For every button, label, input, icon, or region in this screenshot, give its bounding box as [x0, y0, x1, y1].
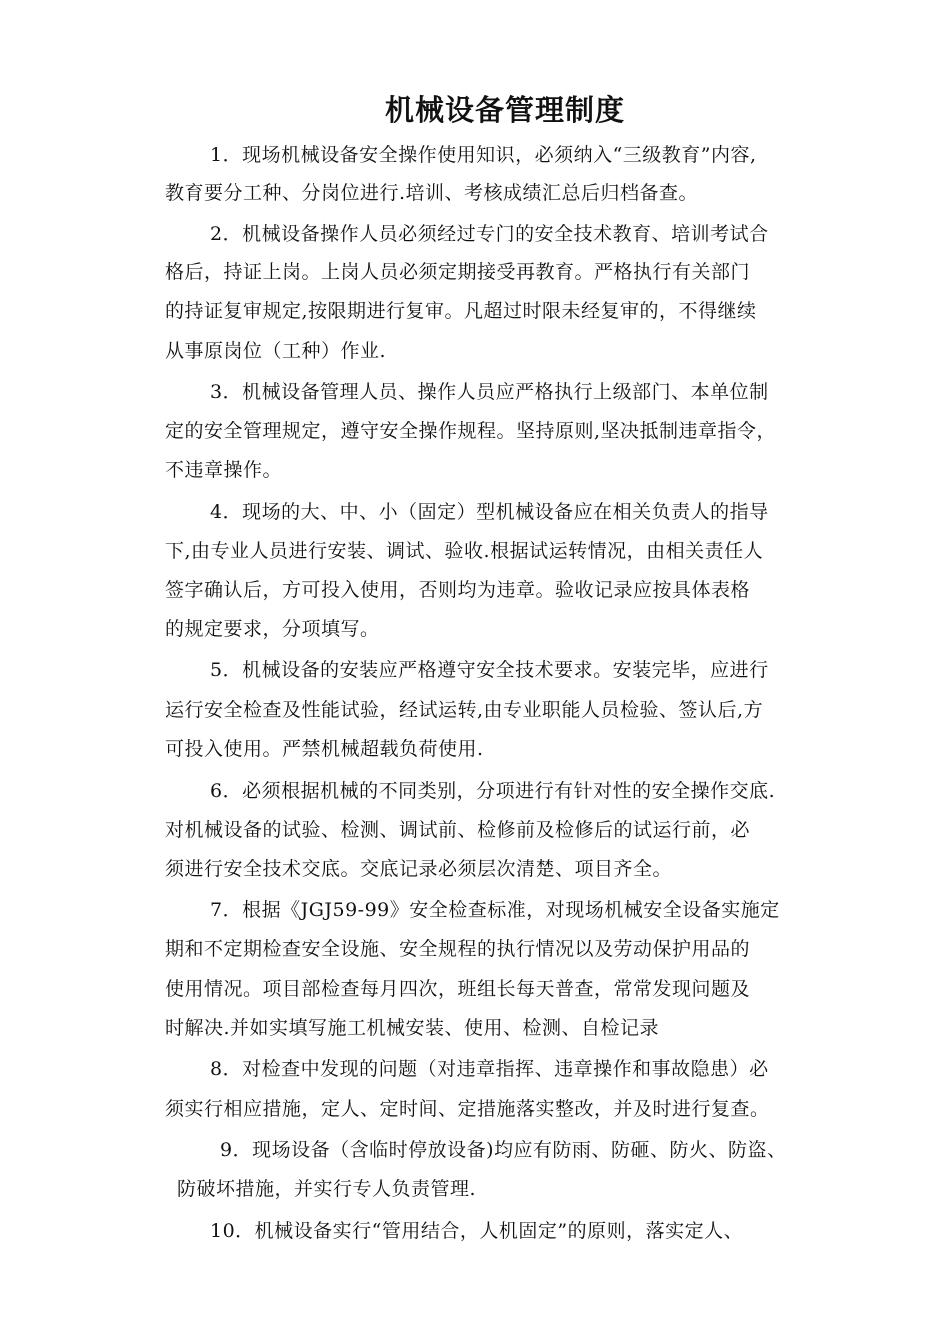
- paragraph-line: 定的安全管理规定，遵守安全操作规程。坚持原则,坚决抵制违章指令，: [165, 420, 777, 442]
- paragraph-line: 8．对检查中发现的问题（对违章指挥、违章操作和事故隐患）必: [210, 1058, 769, 1080]
- paragraph-line: 7．根据《JGJ59-99》安全检查标准，对现场机械安全设备实施定: [210, 899, 780, 921]
- paragraph-line: 1．现场机械设备安全操作使用知识，必须纳入“三级教育”内容,: [210, 144, 757, 166]
- paragraph-line: 的持证复审规定,按限期进行复审。凡超过时限未经复审的，不得继续: [165, 300, 757, 322]
- paragraph-line: 签字确认后，方可投入使用，否则均为违章。验收记录应按具体表格: [165, 579, 751, 601]
- paragraph-line: 期和不定期检查安全设施、安全规程的执行情况以及劳动保护用品的: [165, 938, 751, 960]
- paragraph-line: 须实行相应措施，定人、定时间、定措施落实整改，并及时进行复查。: [165, 1098, 770, 1120]
- paragraph-line: 3．机械设备管理人员、操作人员应严格执行上级部门、本单位制: [210, 381, 769, 403]
- paragraph-line: 2．机械设备操作人员必须经过专门的安全技术教育、培训考试合: [210, 223, 769, 245]
- paragraph-line: 的规定要求，分项填写。: [165, 618, 380, 640]
- paragraph-line: 5．机械设备的安装应严格遵守安全技术要求。安装完毕，应进行: [210, 659, 769, 681]
- paragraph-line: 对机械设备的试验、检测、调试前、检修前及检修后的试运行前，必: [165, 819, 751, 841]
- paragraph-line: 运行安全检查及性能试验，经试运转,由专业职能人员检验、签认后,方: [165, 699, 764, 721]
- paragraph-line: 4．现场的大、中、小（固定）型机械设备应在相关负责人的指导: [210, 501, 769, 523]
- paragraph-line: 9．现场设备（含临时停放设备)均应有防雨、防砸、防火、防盗、: [220, 1139, 787, 1161]
- paragraph-line: 6．必须根据机械的不同类别，分项进行有针对性的安全操作交底.: [210, 780, 776, 802]
- paragraph-line: 教育要分工种、分岗位进行.培训、考核成绩汇总后归档备查。: [165, 182, 699, 204]
- paragraph-line: 可投入使用。严禁机械超载负荷使用.: [165, 738, 484, 760]
- paragraph-line: 下,由专业人员进行安装、调试、验收.根据试运转情况，由相关责任人: [165, 540, 764, 562]
- paragraph-line: 时解决.并如实填写施工机械安装、使用、检测、自检记录: [165, 1017, 660, 1039]
- document-title: 机械设备管理制度: [384, 93, 625, 127]
- paragraph-line: 10．机械设备实行“管用结合，人机固定”的原则，落实定人、: [210, 1220, 744, 1242]
- paragraph-line: 使用情况。项目部检查每月四次，班组长每天普查，常常发现问题及: [165, 978, 751, 1000]
- paragraph-line: 格后，持证上岗。上岗人员必须定期接受再教育。严格执行有关部门: [165, 261, 751, 283]
- paragraph-line: 须进行安全技术交底。交底记录必须层次清楚、项目齐全。: [165, 858, 673, 880]
- paragraph-line: 防破坏措施，并实行专人负责管理.: [177, 1178, 477, 1200]
- paragraph-line: 从事原岗位（工种）作业.: [165, 340, 387, 362]
- paragraph-line: 不违章操作。: [165, 459, 283, 481]
